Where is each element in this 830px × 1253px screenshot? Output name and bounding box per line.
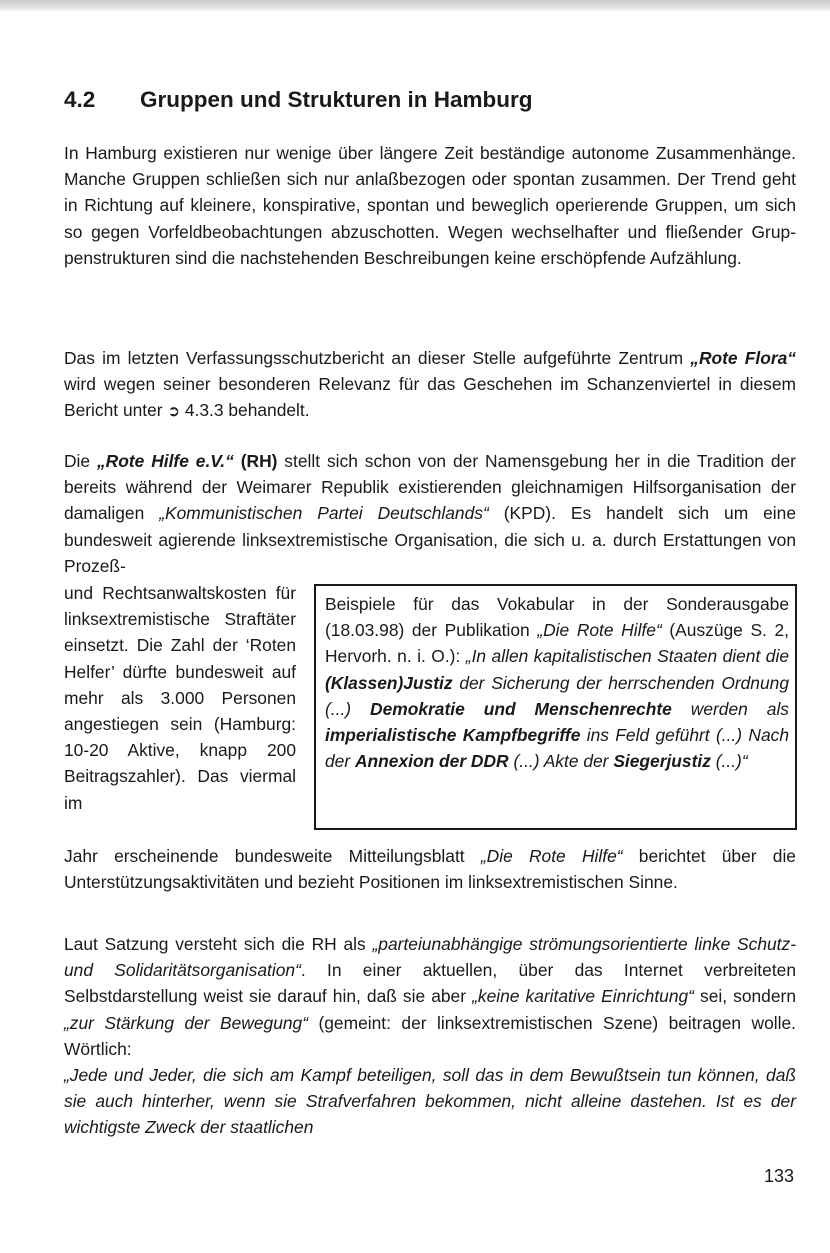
section-number: 4.2	[64, 87, 96, 112]
paragraph-intro: In Hamburg existieren nur wenige über längere Zeit beständige autonome Zusammenhänge. Manche Gruppen schließen sich nur anlaßbezogen oder spontan zusammen. Der Trend geht in Richtung auf kleinere, konspirative, spontan und beweglich operierende Gruppen, um sich so gegen Vorfeldbeobachtungen abzuschotten. Wegen wechselhafter und fließender Gruppenstrukturen sind die nachstehenden Beschreibungen keine erschöpfende Aufzählung.	[64, 143, 796, 268]
page-number: 133	[763, 1166, 794, 1186]
cross-reference-arrow-icon: ➲	[167, 403, 181, 421]
publication-title: „Die Rote Hilfe“	[537, 620, 662, 641]
section-title: Gruppen und Strukturen in Hamburg	[140, 87, 533, 112]
paragraph-mitteilungsblatt: Jahr erscheinende bundesweite Mitteilungsblatt „Die Rote Hilfe“ berichtet über die Unterstützungsaktivitäten und bezieht Positionen im linksextremistischen Sinne.	[64, 846, 796, 893]
paragraph-rote-hilfe: Die „Rote Hilfe e.V.“ (RH) stellt sich schon von der Namensgebung her in die Tradition der bereits während der Weimarer Republik existierenden gleichnamigen Hilfsorganisation der damaligen „Kommunistischen Partei Deutschlands“ (KPD). Es handelt sich um eine bundesweit agierende linksextremistische Organisation, die sich u. a. durch Erstattungen von Prozeß-	[64, 451, 797, 576]
quote-paragraph: „Jede und Jeder, die sich am Kampf beteiligen, soll das in dem Bewußtsein tun können, daß sie auch hinterher, wenn sie Strafverfahren bekommen, nicht alleine dastehen. Ist es der wichtigste Zweck der staatlichen	[64, 1065, 796, 1138]
paragraph-rote-hilfe-continued: und Rechtsanwaltskosten für linksextremistische Straftäter einsetzt. Die Zahl der ‘Roten Helfer’ dürfte bundesweit auf mehr als 3.000 Personen angestiegen sein (Hamburg: 10-20 Aktive, knapp 200 Beitragszahler). Das viermal im	[64, 583, 296, 813]
rh-abbreviation: (RH)	[240, 451, 278, 471]
vocabulary-example-box: Beispiele für das Vokabular in der Sonderausgabe (18.03.98) der Publikation „Die Rote Hilfe“ (Auszüge S. 2, Hervorh. n. i. O.): „In allen kapitalistischen Staaten dient die (Klassen)Justiz der Sicherung der herrschenden Ordnung (...) Demokratie und Menschenrechte werden als imperialistische Kampfbegriffe ins Feld geführt (...) Nach der Annexion der DDR (...) Akte der Siegerjustiz (...)“	[314, 584, 797, 830]
bulletin-title: „Die Rote Hilfe“	[480, 846, 623, 866]
paragraph-satzung: Laut Satzung versteht sich die RH als „parteiunabhängige strömungsorientierte linke Schutz- und Solidaritätsorganisation“. In einer aktuellen, über das Internet verbreiteten Selbstdarstellung weist sie darauf hin, daß sie aber „keine karitative Einrichtung“ sei, sondern „zur Stärkung der Bewegung“ (gemeint: der linksextremistischen Szene) beitragen wolle. Wörtlich:	[64, 934, 796, 1059]
page-top-edge	[0, 0, 830, 12]
rote-hilfe-name: „Rote Hilfe e.V.“	[96, 451, 234, 471]
section-heading	[64, 87, 533, 113]
paragraph-rote-flora: Das im letzten Verfassungsschutzbericht an dieser Stelle aufgeführte Zentrum „Rote Flora“ wird wegen seiner besonderen Relevanz für das Geschehen im Schanzenviertel in diesem Bericht unter ➲ 4.3.3 behandelt.	[64, 348, 796, 421]
rote-flora-name: „Rote Flora“	[690, 348, 796, 368]
